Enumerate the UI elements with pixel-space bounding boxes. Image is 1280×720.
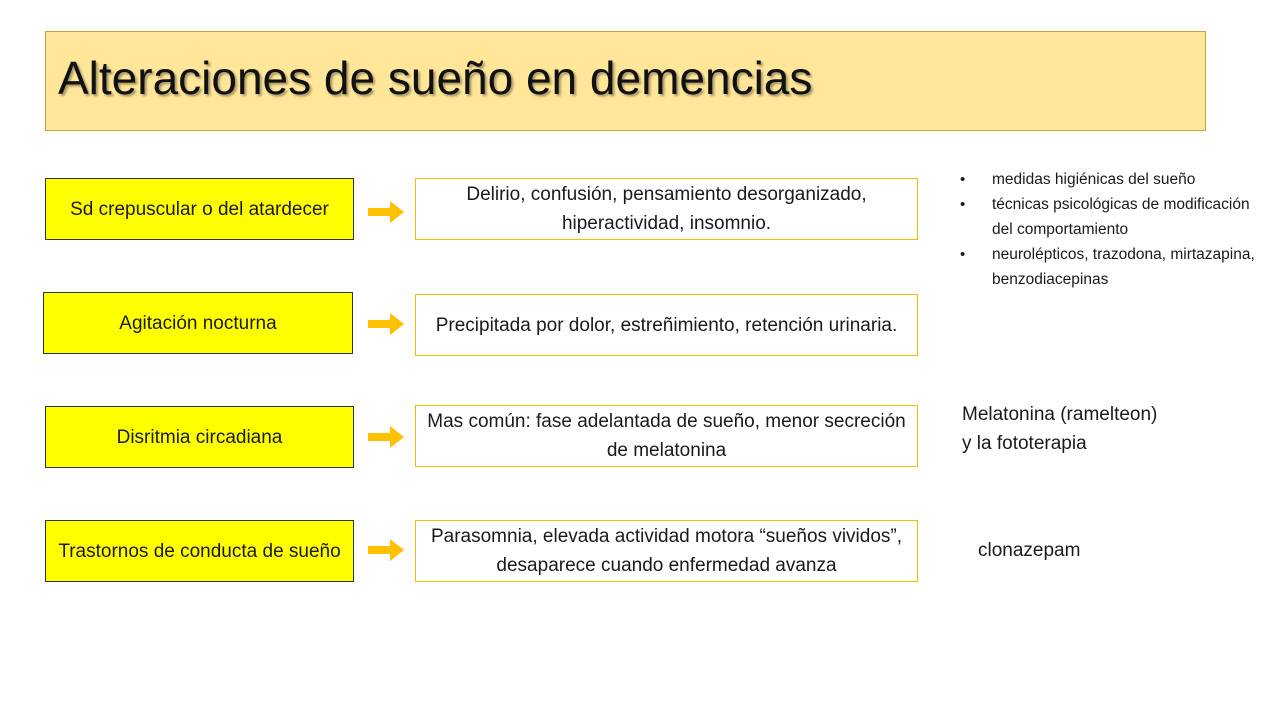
right-arrow-icon bbox=[368, 426, 404, 448]
condition-box-circadian-dysrhythmia: Disritmia circadiana bbox=[45, 406, 354, 468]
condition-box-sundowning: Sd crepuscular o del atardecer bbox=[45, 178, 354, 240]
list-item bbox=[960, 242, 1260, 292]
condition-box-nocturnal-agitation: Agitación nocturna bbox=[43, 292, 353, 354]
right-arrow-icon bbox=[368, 539, 404, 561]
rbd-treatment: clonazepam bbox=[978, 540, 1081, 561]
description-box-sundowning: Delirio, confusión, pensamiento desorganizado, hiperactividad, insomnio. bbox=[415, 178, 918, 240]
bullet-icon: • bbox=[960, 196, 966, 213]
list-item bbox=[960, 192, 1260, 242]
description-box-nocturnal-agitation: Precipitada por dolor, estreñimiento, retención urinaria. bbox=[415, 294, 918, 356]
bullet-icon: • bbox=[960, 171, 966, 188]
treatment-item-text: medidas higiénicas del sueño bbox=[992, 171, 1196, 188]
description-box-circadian-dysrhythmia: Mas común: fase adelantada de sueño, menor secreción de melatonina bbox=[415, 405, 918, 467]
condition-box-sleep-behavior-disorder: Trastornos de conducta de sueño bbox=[45, 520, 354, 582]
treatment-item-text: técnicas psicológicas de modificación del comportamiento bbox=[992, 196, 1250, 238]
circadian-treatment-line-1: Melatonina (ramelteon) bbox=[962, 404, 1158, 425]
list-item bbox=[960, 167, 1260, 192]
circadian-treatment-line-2: y la fototerapia bbox=[962, 433, 1087, 454]
description-box-sleep-behavior-disorder: Parasomnia, elevada actividad motora “sueños vividos”, desaparece cuando enfermedad avanza bbox=[415, 520, 918, 582]
bullet-icon: • bbox=[960, 246, 966, 263]
treatment-item-text: neurolépticos, trazodona, mirtazapina, benzodiacepinas bbox=[992, 246, 1255, 288]
treatment-bullet-list bbox=[960, 167, 1260, 292]
title-banner bbox=[45, 31, 1206, 131]
slide-title: Alteraciones de sueño en demencias bbox=[58, 52, 813, 104]
right-arrow-icon bbox=[368, 313, 404, 335]
right-arrow-icon bbox=[368, 201, 404, 223]
